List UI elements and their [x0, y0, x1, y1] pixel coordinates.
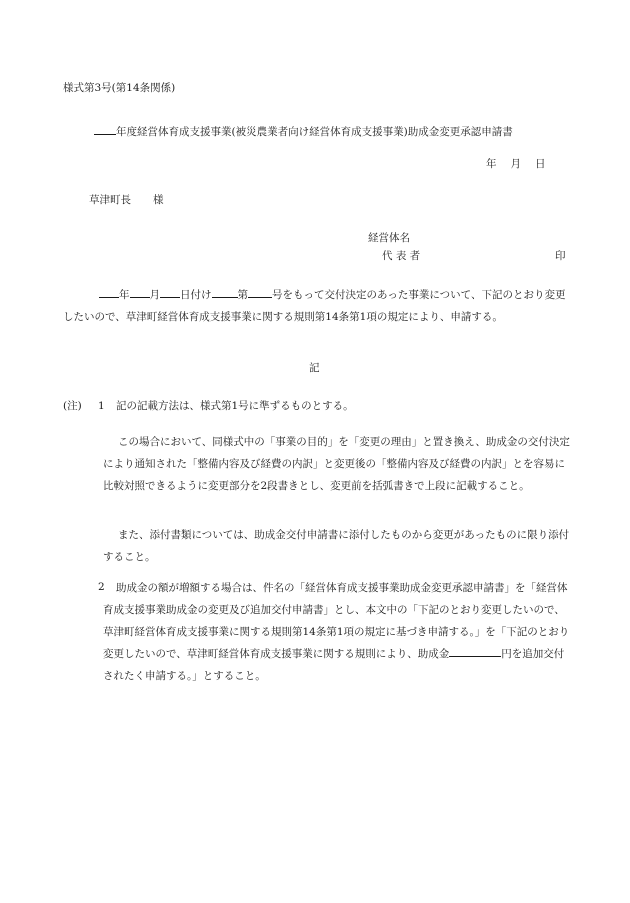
note-1-paragraph-1: この場合において、同様式中の「事業の目的」を「変更の理由」と置き換え、助成金の交付決定により通知された「整備内容及び経費の内訳」と変更後の「整備内容及び経費の内訳」とを容易に比較対照できるように変更部分を2段書きとし、変更前を括弧書きで上段に記載すること。 — [103, 436, 570, 492]
ki-heading: 記 — [309, 362, 320, 374]
note-label: (注) — [63, 400, 82, 412]
entity-label: 経営体名 — [368, 232, 410, 244]
date-day: 日 — [535, 158, 546, 170]
body-year-label: 年 — [119, 289, 130, 301]
note-2-text — [103, 577, 573, 687]
body-month-label: 月 — [149, 289, 160, 301]
note-2-text-before: 助成金の額が増額する場合は、件名の「経営体育成支援事業助成金変更承認申請書」を「経営体育成支援事業助成金の変更及び追加交付申請書」とし、本文中の「下記のとおり変更したいので、草津町経営体育成支援事業に関する規則第14条第1項の規定に基づき申請する。」を「下記のとおり変更したいので、草津町経営体育成支援事業に関する規則により、助成金 — [103, 582, 570, 660]
body-text: 号をもって交付決定のあった事業について、下記のとおり変更したいので、草津町経営体育成支援事業に関する規則第14条第1項の規定により、申請する。 — [63, 289, 566, 323]
date-line — [486, 158, 546, 172]
title-text: 年度経営体育成支援事業(被災農業者向け経営体育成支援事業)助成金変更承認申請書 — [116, 126, 513, 138]
body-year-blank[interactable] — [99, 287, 119, 298]
note-1-number: 1 — [98, 400, 105, 412]
amount-blank[interactable] — [449, 646, 501, 657]
body-date-blank[interactable] — [212, 287, 238, 298]
note-1-text: 記の記載方法は、様式第1号に準ずるものとする。 — [116, 400, 354, 412]
representative-label: 代 表 者 — [382, 250, 421, 262]
body-day-label: 日付け — [180, 289, 212, 301]
body-month-blank[interactable] — [130, 287, 150, 298]
body-paragraph — [63, 284, 575, 328]
addressee-name: 草津町長 — [89, 194, 131, 206]
note-2-text-after: 円を追加交付されたく申請する。」とすること。 — [103, 648, 565, 682]
note-1-paragraph-2: また、添付書類については、助成金交付申請書に添付したものから変更があったものに限り添付すること。 — [103, 529, 570, 563]
date-month: 月 — [510, 158, 521, 170]
body-day-blank[interactable] — [160, 287, 180, 298]
addressee — [89, 194, 164, 208]
addressee-honorific: 様 — [153, 194, 164, 206]
note-2-number: 2 — [98, 581, 105, 593]
form-label: 様式第3号(第14条関係) — [63, 82, 176, 94]
body-number-blank[interactable] — [248, 287, 272, 298]
fiscal-year-blank[interactable] — [94, 124, 116, 135]
document-title — [94, 124, 513, 140]
seal-mark: 印 — [555, 250, 566, 262]
body-number-prefix: 第 — [237, 289, 248, 301]
date-year: 年 — [486, 158, 497, 170]
